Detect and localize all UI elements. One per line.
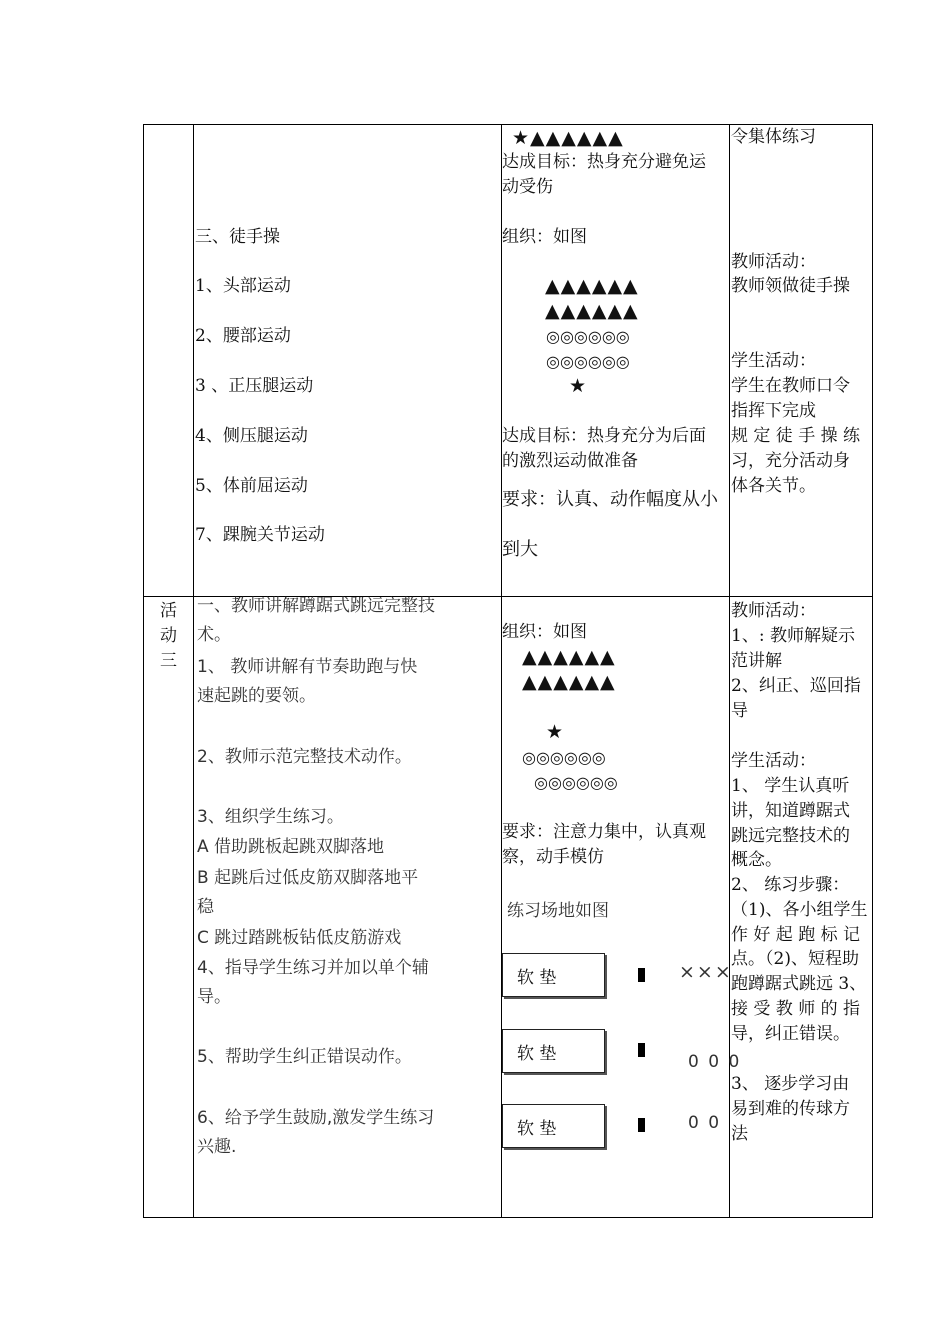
student-activity-title: 学生活动：: [731, 351, 816, 371]
student-activity-line: 习，充分活动身: [731, 451, 850, 471]
step-line: 一、教师讲解蹲踞式跳远完整技: [197, 596, 435, 616]
step-line: 稳: [197, 897, 214, 917]
student-marks: 0 0 0: [688, 1052, 742, 1072]
requirement-text: 到大: [502, 539, 538, 560]
formation-row: ◎◎◎◎◎◎: [546, 352, 630, 371]
step-line: 术。: [197, 625, 231, 645]
command-continuation: 令集体练习: [731, 127, 816, 147]
requirement-text: 要求：认真、动作幅度从小: [502, 489, 718, 510]
student-activity-line: 指挥下完成: [731, 401, 816, 421]
exercise-item: 4、侧压腿运动: [195, 426, 308, 446]
organization-label: 组织：如图: [502, 227, 587, 247]
activity-line: 2、 练习步骤：: [731, 875, 850, 895]
teacher-star: ★: [546, 721, 564, 743]
exercise-item: 1、头部运动: [195, 276, 291, 296]
student-marks: ×××: [679, 961, 733, 983]
step-line: C 跳过踏跳板钻低皮筋游戏: [197, 928, 402, 948]
formation-top: ★▲▲▲▲▲▲: [512, 127, 624, 149]
step-line: 6、给予学生鼓励,激发学生练习: [197, 1108, 435, 1128]
activity-line: 3、 逐步学习由: [731, 1074, 850, 1094]
takeoff-board: [638, 1043, 645, 1057]
takeoff-board: [638, 1118, 645, 1132]
section-label-char: 三: [160, 651, 177, 671]
exercise-item: 2、腰部运动: [195, 326, 291, 346]
activity-line: 点。（2)、短程助: [731, 949, 859, 969]
step-line: A 借助跳板起跳双脚落地: [197, 837, 385, 857]
step-line: 2、教师示范完整技术动作。: [197, 747, 412, 767]
table-border-left: [143, 124, 144, 1218]
activity-line: 接 受 教 师 的 指: [731, 999, 861, 1019]
column-divider-1: [193, 124, 194, 1218]
student-activity-line: 体各关节。: [731, 476, 816, 496]
student-activity-line: 学生在教师口令: [731, 376, 850, 396]
activity-line: 跑蹲踞式跳远 3、: [731, 974, 867, 994]
organization-label: 组织：如图: [502, 622, 587, 642]
exercise-item: 3 、正压腿运动: [195, 376, 314, 396]
activity-line: （1)、各小组学生: [731, 900, 868, 920]
formation-row: ▲▲▲▲▲▲: [545, 300, 639, 322]
exercise-item: 7、踝腕关节运动: [195, 525, 325, 545]
marks-clip: [670, 955, 742, 1145]
teacher-star: ★: [569, 375, 587, 397]
step-line: 1、 教师讲解有节奏助跑与快: [197, 657, 418, 677]
teacher-activity-text: 教师领做徒手操: [731, 276, 850, 296]
activity-line: 导: [731, 701, 748, 721]
activity-line: 法: [731, 1124, 748, 1144]
formation-row: ◎◎◎◎◎◎: [546, 327, 630, 346]
activity-line: 作 好 起 跑 标 记: [731, 925, 861, 945]
goal-text: 动受伤: [502, 177, 553, 197]
takeoff-board: [638, 968, 645, 982]
goal-text: 达成目标：热身充分避免运: [502, 152, 706, 172]
step-line: B 起跳后过低皮筋双脚落地平: [197, 868, 419, 888]
activity-line: 范讲解: [731, 651, 782, 671]
goal-line-clip: [501, 150, 729, 202]
activity-line: 导，纠正错误。: [731, 1024, 850, 1044]
activity-line: 1、 学生认真听: [731, 776, 850, 796]
table-border-bottom: [143, 1217, 873, 1218]
exercise-item: 5、体前屈运动: [195, 476, 308, 496]
activity-line: 1、: 教师解疑示: [731, 626, 855, 646]
exercise-heading: 三、徒手操: [195, 227, 280, 247]
activity-line: 易到难的传球方: [731, 1099, 850, 1119]
student-marks: 0 0: [688, 1113, 722, 1133]
student-activity-line: 规 定 徒 手 操 练: [731, 426, 861, 446]
table-border-right: [872, 124, 873, 1218]
activity-line: 概念。: [731, 850, 782, 870]
formation-row: ◎◎◎◎◎◎: [522, 748, 606, 767]
requirement-clip: [501, 482, 730, 572]
step-line: 兴趣.: [197, 1137, 237, 1157]
activity-line: 2、纠正、巡回指: [731, 676, 861, 696]
step-line: 3、组织学生练习。: [197, 807, 344, 827]
activity-line: 跳远完整技术的: [731, 826, 850, 846]
soft-mat: 软 垫: [502, 1029, 605, 1073]
step-line: 导。: [197, 987, 231, 1007]
activity-line: 教师活动：: [731, 601, 816, 621]
step-line: 4、指导学生练习并加以单个辅: [197, 958, 429, 978]
requirement-clip: [501, 820, 730, 872]
step-line: 速起跳的要领。: [197, 686, 316, 706]
goal2-clip: [501, 424, 729, 476]
goal-text: 达成目标：热身充分为后面: [502, 426, 706, 446]
soft-mat: 软 垫: [502, 953, 605, 997]
goal-text: 的激烈运动做准备: [502, 451, 638, 471]
step-line: 5、帮助学生纠正错误动作。: [197, 1047, 412, 1067]
formation-row: ▲▲▲▲▲▲: [545, 275, 639, 297]
formation-row: ◎◎◎◎◎◎: [534, 773, 618, 792]
section-label-char: 动: [160, 626, 177, 646]
formation-row: ▲▲▲▲▲▲: [522, 646, 616, 668]
requirement-text: 要求：注意力集中，认真观: [502, 822, 706, 842]
teacher-activity-title: 教师活动：: [731, 252, 816, 272]
requirement-text: 察，动手模仿: [502, 847, 604, 867]
formation-row: ▲▲▲▲▲▲: [522, 671, 616, 693]
activity-line: 学生活动：: [731, 751, 816, 771]
soft-mat: 软 垫: [502, 1104, 605, 1148]
field-title: 练习场地如图: [507, 901, 609, 921]
section-label-char: 活: [160, 601, 177, 621]
activity-line: 讲，知道蹲踞式: [731, 801, 850, 821]
